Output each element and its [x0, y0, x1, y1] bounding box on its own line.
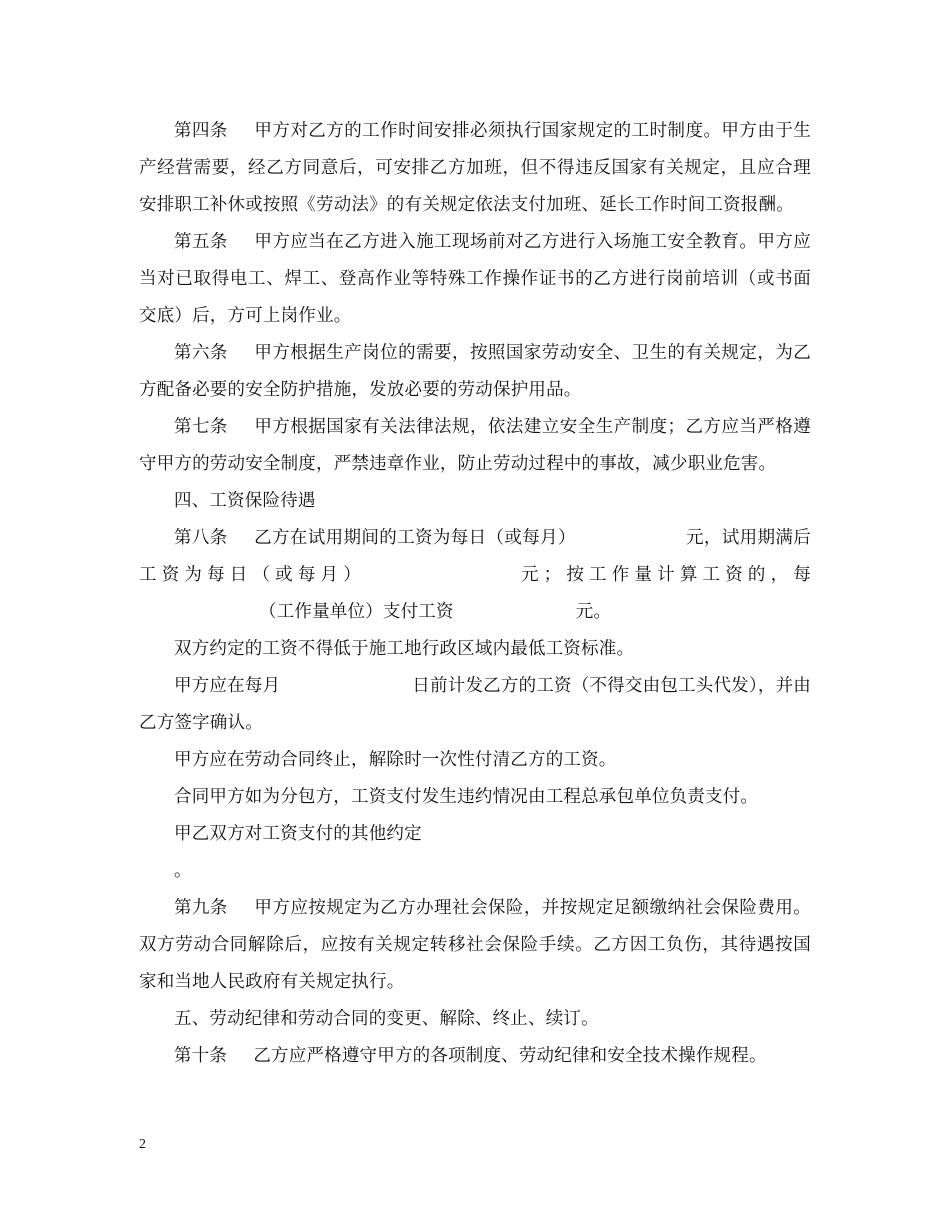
article-8-part2: 元，试用期满后工资为每日（或每月）	[139, 528, 811, 585]
article-4-lead: 第四条	[174, 121, 228, 141]
article-10	[139, 1038, 811, 1075]
article-10-lead: 第十条	[174, 1046, 228, 1066]
article-4-text: 甲方对乙方的工作时间安排必须执行国家规定的工时制度。甲方由于生产经营需要，经乙方同意后，可安排乙方加班，但不得违反国家有关规定，且应合理安排职工补休或按照《劳动法》的有关规定依法支付加班、延长工作时间工资报酬。	[139, 121, 811, 215]
article-8-lead: 第八条	[174, 528, 228, 548]
subcontract-clause: 合同甲方如为分包方，工资支付发生违约情况由工程总承包单位负责支付。	[174, 787, 759, 807]
document-body	[139, 113, 811, 1075]
article-9-text: 甲方应按规定为乙方办理社会保险，并按规定足额缴纳社会保险费用。双方劳动合同解除后，应按有关规定转移社会保险手续。乙方因工负伤，其待遇按国家和当地人民政府有关规定执行。	[139, 898, 811, 992]
article-10-text: 乙方应严格遵守甲方的各项制度、劳动纪律和安全技术操作规程。	[253, 1046, 767, 1066]
article-8	[139, 520, 811, 631]
other-agreement-end: 。	[174, 861, 192, 881]
section-5-heading: 五、劳动纪律和劳动合同的变更、解除、终止、续订。	[174, 1009, 599, 1029]
pay-day-part1: 甲方应在每月	[174, 676, 281, 696]
article-6	[139, 335, 811, 409]
article-7-lead: 第七条	[174, 417, 228, 437]
article-5-lead: 第五条	[174, 232, 228, 252]
article-6-text: 甲方根据生产岗位的需要，按照国家劳动安全、卫生的有关规定，为乙方配备必要的安全防护措施，发放必要的劳动保护用品。	[139, 343, 811, 400]
article-5	[139, 224, 811, 335]
article-9-lead: 第九条	[174, 898, 228, 918]
settlement-clause: 甲方应在劳动合同终止，解除时一次性付清乙方的工资。	[174, 750, 617, 770]
article-9	[139, 890, 811, 1001]
pay-day-part2: 日前计发乙方的工资（不得交由包工头代发），并由乙方签字确认。	[139, 676, 811, 733]
min-wage-clause: 双方约定的工资不得低于施工地行政区域内最低工资标准。	[174, 639, 635, 659]
other-agreement-clause: 甲乙双方对工资支付的其他约定	[174, 824, 422, 844]
article-8-part1: 乙方在试用期间的工资为每日（或每月）	[253, 528, 576, 548]
page-number: 2	[139, 1137, 146, 1152]
article-8-part5: 元。	[575, 602, 612, 622]
article-5-text: 甲方应当在乙方进入施工现场前对乙方进行入场施工安全教育。甲方应当对已取得电工、焊工、登高作业等特殊工作操作证书的乙方进行岗前培训（或书面交底）后，方可上岗作业。	[139, 232, 811, 326]
article-4	[139, 113, 811, 224]
article-7-text: 甲方根据国家有关法律法规，依法建立安全生产制度；乙方应当严格遵守甲方的劳动安全制度，严禁违章作业，防止劳动过程中的事故，减少职业危害。	[139, 417, 811, 474]
article-7	[139, 409, 811, 483]
article-8-part3: 元；按工作量计算工资的，每	[515, 565, 811, 585]
article-6-lead: 第六条	[174, 343, 228, 363]
section-4-heading: 四、工资保险待遇	[174, 491, 316, 511]
article-8-part4: （工作量单位）支付工资	[259, 602, 454, 622]
pay-day-clause	[139, 668, 811, 742]
